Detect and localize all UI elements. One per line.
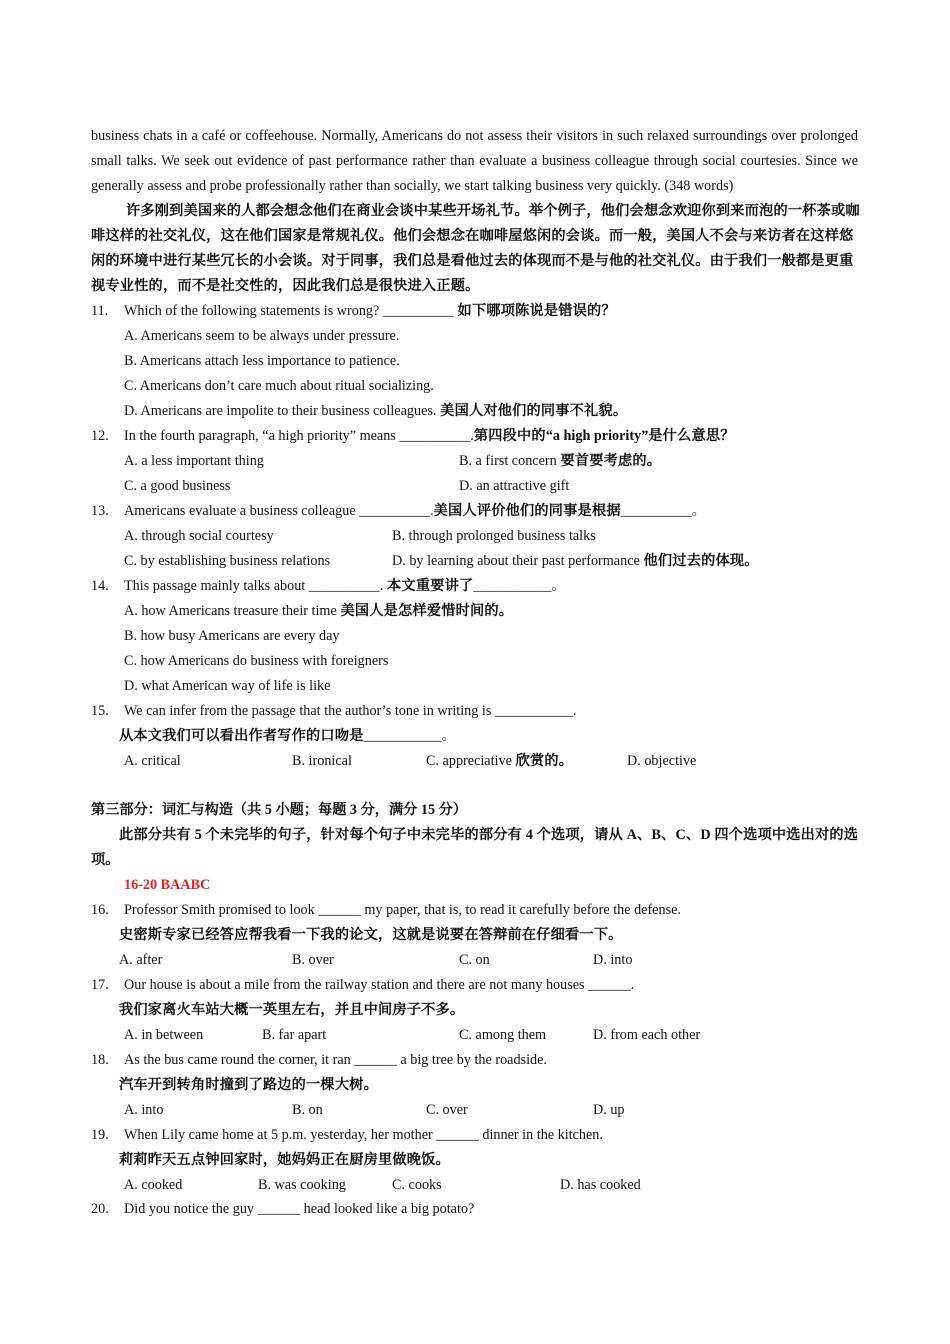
option-b: B. on (292, 1102, 323, 1118)
question-number: 20. (91, 1201, 109, 1217)
translation-line: 闲的环境中进行某些冗长的小会谈。对于同事，我们总是看他过去的体现而不是与他的社交礼仪。由于我们一般都是更重 (91, 253, 854, 269)
option-b: B. how busy Americans are every day (124, 628, 340, 644)
option-d: D. what American way of life is like (124, 678, 331, 694)
option-c: C. a good business (124, 478, 231, 494)
stem-translation: 莉莉昨天五点钟回家时，她妈妈正在厨房里做晚饭。 (119, 1152, 450, 1168)
translation-line: 许多刚到美国来的人都会想念他们在商业会谈中某些开场礼节。举个例子，他们会想念欢迎你到来而泡的一杯茶或咖 (126, 203, 860, 219)
stem-translation (119, 726, 456, 746)
option-text: B. a first concern (459, 453, 557, 469)
section-intro: 此部分共有 5 个未完毕的句子，针对每个句子中未完毕的部分有 4 个选项，请从 A、B、C、D 四个选项中选出对的选 (119, 827, 858, 843)
option-a: A. cooked (124, 1177, 183, 1193)
question-stem: Did you notice the guy ______ head looked like a big potato? (124, 1201, 475, 1217)
translation-line: 视专业性的，而不是社交性的，因此我们总是很快进入正题。 (91, 278, 480, 294)
option-d: D. up (593, 1102, 625, 1118)
option-c: C. among them (459, 1027, 547, 1043)
stem-blank: __________。 (620, 503, 706, 519)
question-number: 14. (91, 578, 109, 594)
question-number: 19. (91, 1127, 109, 1143)
option-c: C. how Americans do business with foreigners (124, 653, 389, 669)
stem-translation-end: 是什么意思？ (648, 428, 735, 444)
option-text: C. appreciative (426, 753, 512, 769)
option-translation: 欣赏的。 (511, 753, 574, 769)
option-c (426, 751, 573, 771)
option-translation: 美国人对他们的同事不礼貌。 (436, 403, 628, 419)
option-d: D. into (593, 952, 633, 968)
option-a: A. in between (124, 1027, 204, 1043)
passage-line: small talks. We seek out evidence of past performance rather than evaluate a business colleague through social courtesies. Since we (91, 153, 858, 169)
stem-text: In the fourth paragraph, “a high priority” means __________. (124, 428, 474, 444)
question-number: 18. (91, 1052, 109, 1068)
option-a: A. a less important thing (124, 453, 264, 469)
question-stem: When Lily came home at 5 p.m. yesterday, her mother ______ dinner in the kitchen. (124, 1127, 603, 1143)
stem-translation: 第四段中的 (473, 428, 546, 444)
passage-line: business chats in a café or coffeehouse. Normally, Americans do not assess their visitors in such relaxed surroundings over prolonged (91, 128, 858, 144)
question-stem: We can infer from the passage that the author’s tone in writing is ___________. (124, 703, 577, 719)
question-stem: As the bus came round the corner, it ran ______ a big tree by the roadside. (124, 1052, 547, 1068)
option-b: B. was cooking (258, 1177, 346, 1193)
question-number: 17. (91, 977, 109, 993)
option-c: C. on (459, 952, 490, 968)
option-b: B. ironical (292, 753, 352, 769)
question-stem: Professor Smith promised to look ______ my paper, that is, to read it carefully before the defense. (124, 902, 681, 918)
question-number: 16. (91, 902, 109, 918)
option-text: A. how Americans treasure their time (124, 603, 337, 619)
option-c: C. cooks (392, 1177, 442, 1193)
question-stem (124, 576, 566, 596)
question-stem (124, 301, 616, 321)
option-d (392, 551, 759, 571)
option-a: A. through social courtesy (124, 528, 274, 544)
stem-translation: 汽车开到转角时撞到了路边的一棵大树。 (119, 1077, 378, 1093)
passage-line: generally assess and probe professionally rather than socially, we start talking business very quickly. (348 words) (91, 178, 734, 194)
stem-blank: ___________。 (473, 578, 566, 594)
question-number: 12. (91, 428, 109, 444)
option-c: C. Americans don’t care much about ritual socializing. (124, 378, 434, 394)
option-a (124, 601, 513, 621)
option-c: C. over (426, 1102, 468, 1118)
option-a: A. into (124, 1102, 164, 1118)
option-translation: 美国人是怎样爱惜时间的。 (336, 603, 514, 619)
question-number: 11. (91, 303, 109, 319)
option-b: B. over (292, 952, 334, 968)
stem-translation: 史密斯专家已经答应帮我看一下我的论文，这就是说要在答辩前在仔细看一下。 (119, 927, 623, 943)
option-a: A. after (119, 952, 163, 968)
option-translation: 要首要考虑的。 (556, 453, 662, 469)
translation-line: 啡这样的社交礼仪，这在他们国家是常规礼仪。他们会想念在咖啡屋悠闲的会谈。而一般，美国人不会与来访者在这样悠 (91, 228, 854, 244)
stem-quote: “a high priority” (545, 428, 649, 444)
translation-text: 从本文我们可以看出作者写作的口吻是 (119, 728, 364, 744)
stem-blank: ___________。 (363, 728, 456, 744)
stem-translation: 如下哪项陈说是错误的？ (453, 303, 616, 319)
option-d (124, 401, 627, 421)
stem-translation: 美国人评价他们的同事是根据 (433, 503, 621, 519)
section-heading: 第三部分：词汇与构造（共 5 小题；每题 3 分，满分 15 分） (91, 802, 467, 818)
option-b: B. Americans attach less importance to patience. (124, 353, 400, 369)
option-d: D. from each other (593, 1027, 701, 1043)
stem-text: Which of the following statements is wrong? __________ (124, 303, 454, 319)
option-d: D. objective (627, 753, 697, 769)
option-translation: 他们过去的体现。 (639, 553, 759, 569)
option-b (459, 451, 661, 471)
option-text: D. Americans are impolite to their business colleagues. (124, 403, 437, 419)
option-d: D. an attractive gift (459, 478, 570, 494)
stem-text: Americans evaluate a business colleague __________. (124, 503, 434, 519)
stem-text: This passage mainly talks about __________. (124, 578, 384, 594)
question-number: 15. (91, 703, 109, 719)
option-a: A. critical (124, 753, 181, 769)
question-stem: Our house is about a mile from the railway station and there are not many houses ______. (124, 977, 635, 993)
section-intro-end: 项。 (91, 852, 120, 868)
option-d: D. has cooked (560, 1177, 641, 1193)
option-a: A. Americans seem to be always under pressure. (124, 328, 400, 344)
option-c: C. by establishing business relations (124, 553, 331, 569)
stem-translation: 我们家离火车站大概一英里左右，并且中间房子不多。 (119, 1002, 465, 1018)
option-b: B. through prolonged business talks (392, 528, 596, 544)
question-stem (124, 501, 706, 521)
question-number: 13. (91, 503, 109, 519)
answer-key: 16-20 BAABC (124, 877, 211, 893)
option-text: D. by learning about their past performance (392, 553, 640, 569)
stem-translation: 本文重要讲了 (383, 578, 474, 594)
question-stem (124, 426, 735, 446)
option-b: B. far apart (262, 1027, 327, 1043)
